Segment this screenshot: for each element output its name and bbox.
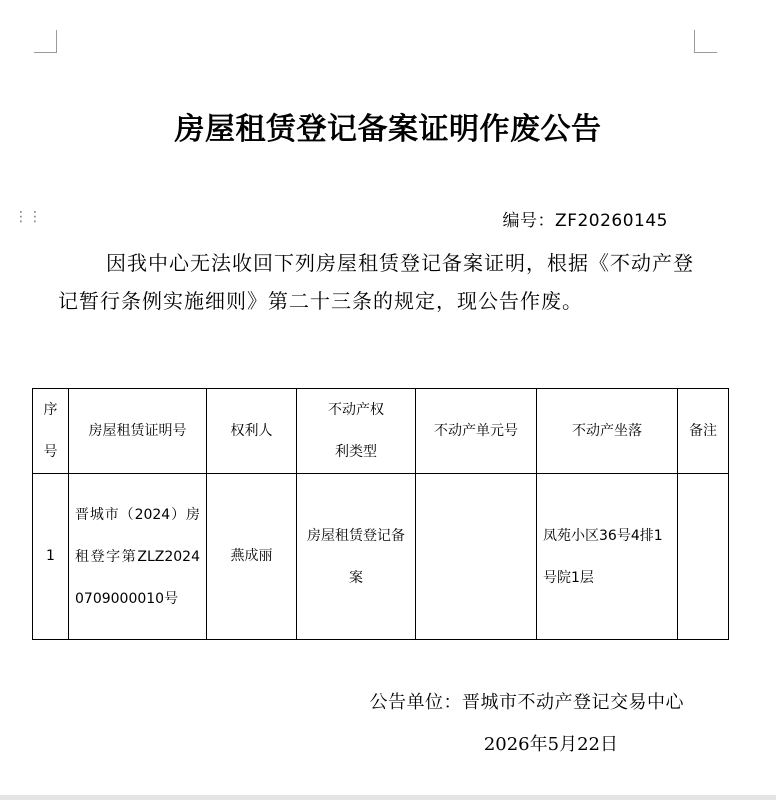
issuer-line: 公告单位：晋城市不动产登记交易中心 — [369, 692, 684, 713]
document-code: 编号：ZF20260145 — [502, 211, 668, 231]
drag-handle-icon[interactable]: ⋮⋮ — [14, 209, 42, 225]
document-title: 房屋租赁登记备案证明作废公告 — [174, 112, 602, 147]
table-row — [33, 474, 729, 640]
header-owner: 权利人 — [207, 389, 297, 474]
header-unit-no: 不动产单元号 — [416, 389, 537, 474]
table-header-row — [33, 389, 729, 474]
header-location: 不动产坐落 — [537, 389, 678, 474]
crop-mark-top-right — [694, 30, 717, 53]
page-bottom-edge — [0, 795, 776, 800]
cell-remark — [678, 474, 729, 640]
crop-mark-top-left — [34, 30, 57, 53]
cell-cert-no: 晋城市（2024）房租登字第ZLZ20240709000010号 — [69, 474, 207, 640]
header-right-type: 不动产权利类型 — [297, 389, 416, 474]
issue-date: 2026年5月22日 — [483, 734, 618, 755]
certificate-table — [32, 388, 729, 640]
header-remark: 备注 — [678, 389, 729, 474]
cell-unit-no — [416, 474, 537, 640]
cell-owner: 燕成丽 — [207, 474, 297, 640]
announcement-paragraph: 因我中心无法收回下列房屋租赁登记备案证明，根据《不动产登记暂行条例实施细则》第二十三条的规定，现公告作废。 — [58, 251, 694, 313]
cell-location: 凤苑小区36号4排1号院1层 — [537, 474, 678, 640]
header-cert-no: 房屋租赁证明号 — [69, 389, 207, 474]
cell-seq: 1 — [33, 474, 69, 640]
cell-right-type: 房屋租赁登记备案 — [297, 474, 416, 640]
header-seq: 序号 — [33, 389, 69, 474]
